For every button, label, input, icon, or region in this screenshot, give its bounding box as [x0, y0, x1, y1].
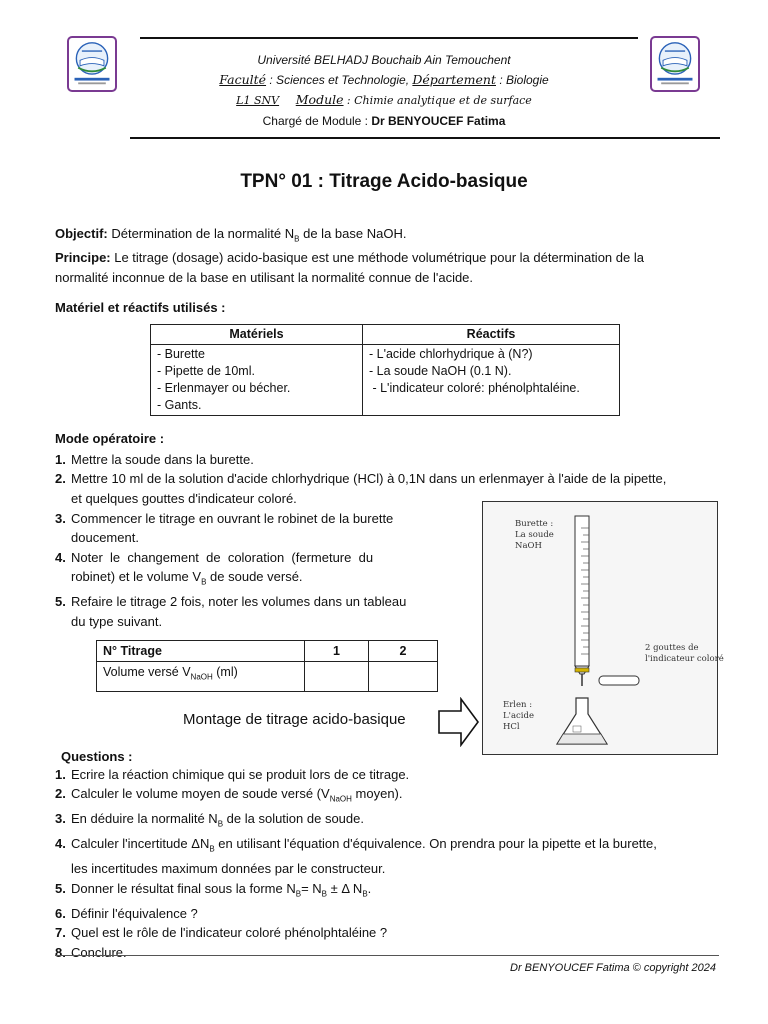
- header-bottom-rule: [130, 137, 720, 139]
- department-label: Département: [412, 72, 496, 87]
- question-text: en utilisant l'équation d'équivalence. On prendra pour la pipette et la burette,: [214, 836, 657, 852]
- question-number: 5.: [55, 880, 66, 896]
- titrage-cell-1: [305, 662, 369, 692]
- questions-list: [55, 765, 719, 962]
- titrage-header-1: 1: [305, 641, 369, 662]
- step-text: robinet) et le volume V: [71, 569, 202, 585]
- module-value: : Chimie analytique et de surface: [346, 94, 532, 107]
- row-label-text: Volume versé V: [103, 665, 191, 679]
- objectif-text-b: de la base NaOH.: [299, 226, 407, 241]
- mode-step-1: [55, 450, 719, 469]
- question-4: [55, 834, 719, 878]
- step-text: Mettre la soude dans la burette.: [71, 452, 254, 467]
- question-text: ± Δ N: [327, 880, 363, 896]
- right-arrow-icon: [438, 697, 480, 747]
- page-title: TPN° 01 : Titrage Acido-basique: [240, 171, 528, 192]
- question-text: = N: [301, 880, 322, 896]
- question-number: 8.: [55, 944, 66, 960]
- question-number: 6.: [55, 905, 66, 921]
- question-text: Conclure.: [71, 944, 127, 960]
- question-number: 7.: [55, 925, 66, 941]
- materials-header-materiels: Matériels: [151, 325, 363, 345]
- titrage-header-2: 2: [369, 641, 438, 662]
- list-item: - L'acide chlorhydrique à (N?): [369, 347, 533, 361]
- question-text: moyen).: [351, 786, 403, 802]
- mode-step-5: [55, 592, 430, 631]
- list-item: - La soude NaOH (0.1 N).: [369, 364, 512, 378]
- drops-label: 2 gouttes de l'indicateur coloré: [645, 643, 724, 664]
- mode-heading: Mode opératoire :: [55, 431, 165, 446]
- principe-line2: normalité inconnue de la base en utilisant la normalité connue de l'acide.: [55, 270, 474, 285]
- module-line: [140, 90, 628, 111]
- question-text: .: [367, 880, 372, 896]
- objectif-paragraph: [55, 224, 406, 250]
- teacher-name: Dr BENYOUCEF Fatima: [371, 114, 506, 128]
- list-item: - Gants.: [157, 398, 202, 412]
- mode-steps-list: [55, 450, 719, 508]
- materials-cell-reactifs: [363, 345, 620, 416]
- teacher-line: [140, 111, 628, 131]
- department-value: : Biologie: [499, 73, 549, 87]
- question-sub: B: [295, 889, 302, 899]
- question-text: Calculer le volume moyen de soude versé (V: [71, 786, 330, 802]
- row-label-sub: NaOH: [190, 672, 213, 682]
- materiel-heading: Matériel et réactifs utilisés :: [55, 300, 226, 315]
- university-logo-left: [67, 36, 117, 92]
- objectif-sub: B: [294, 234, 300, 244]
- list-item: - L'indicateur coloré: phénolphtaléine.: [369, 381, 580, 395]
- question-5: [55, 879, 719, 904]
- step-text: Commencer le titrage en ouvrant le robinet de la burette: [71, 511, 394, 526]
- question-text: En déduire la normalité N: [71, 811, 218, 827]
- question-text: les incertitudes maximum données par le constructeur.: [71, 861, 386, 877]
- materials-cell-materiels: [151, 345, 363, 416]
- step-text: et quelques gouttes d'indicateur coloré.: [71, 490, 297, 506]
- mode-step-4: [55, 548, 430, 592]
- document-header: [140, 50, 628, 131]
- question-number: 3.: [55, 811, 66, 827]
- question-8: [55, 943, 719, 962]
- titrage-row-label: [97, 662, 305, 692]
- principe-line1: Le titrage (dosage) acido-basique est une méthode volumétrique pour la détermination de la: [110, 250, 644, 265]
- question-number: 2.: [55, 786, 66, 802]
- teacher-label: Chargé de Module :: [262, 114, 372, 128]
- question-sub: NaOH: [329, 795, 352, 804]
- burette-label: Burette : La soude NaOH: [515, 519, 554, 551]
- question-7: [55, 923, 719, 942]
- step-text: Mettre 10 ml de la solution d'acide chlorhydrique (HCl) à 0,1N dans un erlenmayer à l'aide de la pipette,: [71, 471, 667, 487]
- erlen-label: Erlen : L'acide HCl: [503, 700, 534, 732]
- question-sub: B: [321, 889, 327, 899]
- faculty-label: Faculté: [219, 72, 267, 87]
- step-text: de soude versé.: [206, 569, 303, 585]
- step-number: 1.: [55, 452, 66, 467]
- principe-paragraph: [55, 248, 719, 288]
- step-text: du type suivant.: [71, 613, 163, 629]
- question-text: Ecrire la réaction chimique qui se produit lors de ce titrage.: [71, 767, 410, 782]
- questions-heading: Questions :: [61, 749, 133, 764]
- question-text: Quel est le rôle de l'indicateur coloré phénolphtaléine ?: [71, 925, 388, 941]
- step-text: Noter le changement de coloration (fermeture du: [71, 549, 374, 565]
- step-number: 2.: [55, 471, 66, 487]
- step-number: 5.: [55, 594, 66, 610]
- university-logo-right: [650, 36, 700, 92]
- step-number: 4.: [55, 549, 66, 565]
- list-item: - Burette: [157, 347, 205, 361]
- question-number: 1.: [55, 767, 66, 782]
- step-text: doucement.: [71, 530, 139, 546]
- module-label: Module: [295, 92, 344, 107]
- figure-caption: Montage de titrage acido-basique: [183, 711, 406, 728]
- question-sub: B: [217, 820, 224, 829]
- question-number: 4.: [55, 836, 66, 852]
- footer-copyright: Dr BENYOUCEF Fatima © copyright 2024: [510, 962, 716, 974]
- mode-steps-list-left: [55, 509, 430, 631]
- materials-header-reactifs: Réactifs: [363, 325, 620, 345]
- step-text: Refaire le titrage 2 fois, noter les volumes dans un tableau: [71, 594, 407, 610]
- level-label: L1 SNV: [236, 94, 280, 107]
- titrage-header-label: N° Titrage: [97, 641, 305, 662]
- mode-step-3: [55, 509, 430, 548]
- question-2: [55, 784, 719, 809]
- question-text: de la solution de soude.: [223, 811, 364, 827]
- question-sub: B: [362, 889, 368, 899]
- faculty-line: [140, 70, 628, 90]
- question-sub: B: [209, 845, 215, 854]
- objectif-label: Objectif:: [55, 226, 108, 241]
- row-label-end: (ml): [212, 665, 238, 679]
- question-3: [55, 809, 719, 834]
- principe-label: Principe:: [55, 250, 111, 265]
- question-text: Donner le résultat final sous la forme N: [71, 880, 296, 896]
- header-top-rule: [140, 37, 638, 39]
- list-item: - Pipette de 10ml.: [157, 364, 255, 378]
- step-number: 3.: [55, 511, 66, 526]
- materials-table: [150, 324, 620, 416]
- titrage-cell-2: [369, 662, 438, 692]
- titration-setup-figure: [482, 501, 724, 755]
- objectif-text-a: Détermination de la normalité N: [107, 226, 295, 241]
- faculty-value: : Sciences et Technologie,: [269, 73, 410, 87]
- step-sub: B: [201, 577, 207, 587]
- footer-rule: [55, 955, 719, 956]
- question-text: Définir l'équivalence ?: [71, 905, 198, 921]
- question-1: [55, 765, 719, 784]
- question-6: [55, 904, 719, 923]
- list-item: - Erlenmayer ou bécher.: [157, 381, 291, 395]
- question-text: Calculer l'incertitude ΔN: [71, 836, 210, 852]
- titrage-table: [96, 640, 438, 692]
- university-name: Université BELHADJ Bouchaib Ain Temouchent: [257, 53, 511, 67]
